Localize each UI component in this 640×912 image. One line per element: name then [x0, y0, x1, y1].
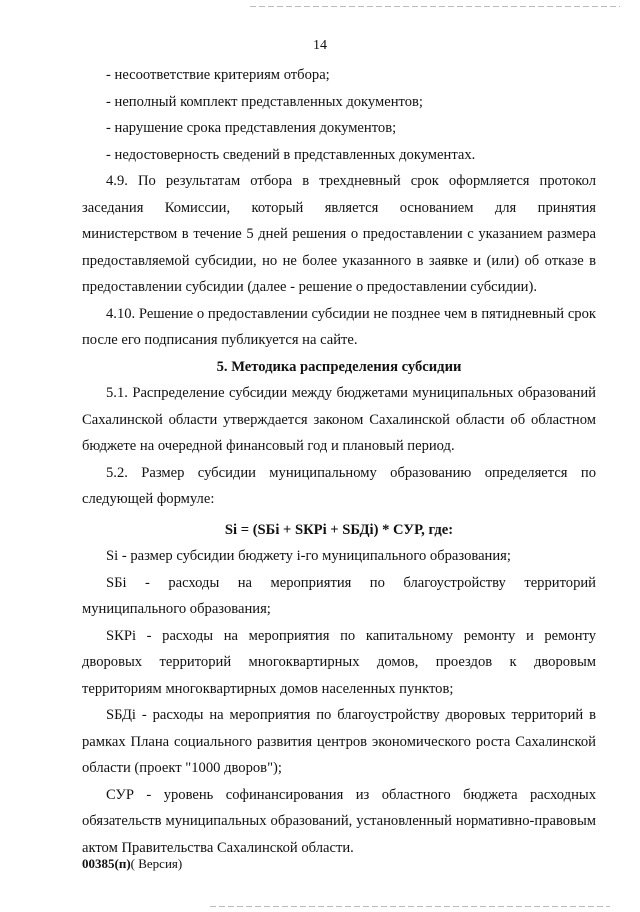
- paragraph-4-9-line2: заседания Комиссии, который является основанием для принятия: [82, 199, 596, 216]
- document-version: ( Версия): [130, 856, 183, 871]
- formula: Si = (SБi + SКРi + SБДi) * СУР, где:: [224, 521, 454, 538]
- list-item: - неполный комплект представленных документов;: [106, 93, 423, 110]
- definition-sbi: SБi - расходы на мероприятия по благоустройству территорий муниципального образования;: [82, 574, 596, 617]
- scan-artifact-bottom: [210, 906, 610, 907]
- paragraph-5-2: 5.2. Размер субсидии муниципальному образованию определяется по следующей формуле:: [82, 464, 596, 507]
- footer: [82, 856, 182, 872]
- definition-skri: SКРi - расходы на мероприятия по капитальному ремонту и ремонту дворовых территорий многоквартирных домов, проездов к дворовым территориям многоквартирных домов населенных пунктов;: [82, 627, 596, 697]
- paragraph-4-10: 4.10. Решение о предоставлении субсидии не позднее чем в пятидневный срок после его подписания публикуется на сайте.: [82, 305, 596, 348]
- paragraph-4-9: [82, 168, 596, 301]
- definition-si: Si - размер субсидии бюджету i-го муниципального образования;: [106, 548, 511, 564]
- page-number: 14: [313, 38, 327, 53]
- document-body: [82, 62, 596, 861]
- paragraph-4-9-line1: 4.9. По результатам отбора в трехдневный срок оформляется протокол: [106, 173, 596, 189]
- paragraph-5-1: 5.1. Распределение субсидии между бюджетами муниципальных образований Сахалинской области утверждается законом Сахалинской области об областном бюджете на очередной финансовый год и плановый период.: [82, 385, 596, 454]
- definition-cur: СУР - уровень софинансирования из областного бюджета расходных обязательств муниципальных образований, установленный нормативно-правовым актом Правительства Сахалинской области.: [82, 786, 596, 856]
- definition-sbdi: SБДi - расходы на мероприятия по благоустройству дворовых территорий в рамках Плана социального развития центров экономического роста Сахалинской области (проект "1000 дворов");: [82, 707, 596, 776]
- section-heading: 5. Методика распределения субсидии: [216, 358, 462, 375]
- list-item: - недостоверность сведений в представленных документах.: [106, 146, 476, 163]
- scan-artifact-top: [250, 6, 620, 7]
- paragraph-4-9-rest: министерством в течение 5 дней решения о предоставлении с указанием размера предоставляемой субсидии, но не более указанного в заявке и (или) об отказе в предоставлении субсидии (далее - решение о предоставлении субсидии).: [82, 226, 596, 295]
- list-item: - нарушение срока представления документов;: [106, 120, 397, 136]
- list-item: - несоответствие критериям отбора;: [106, 67, 330, 83]
- document-code: 00385(п): [82, 856, 131, 871]
